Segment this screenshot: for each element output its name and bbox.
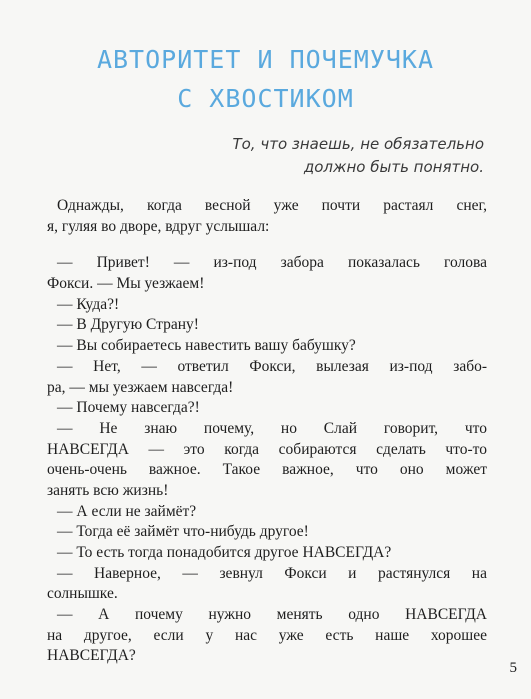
text-line: на другое, если у нас уже есть наше хорошее: [47, 626, 487, 644]
text-line: солнышке.: [47, 585, 118, 603]
text-line: — То есть тогда понадобится другое НАВСЕГДА?: [57, 544, 392, 561]
text-line: — Куда?!: [57, 295, 120, 313]
body-text: [47, 196, 487, 667]
epigraph-line-2: должно быть понятно.: [303, 158, 484, 176]
text-line: очень-очень важное. Такое важное, что оно может: [47, 461, 487, 479]
text-line: — Вы собираетесь навестить вашу бабушку?: [57, 337, 356, 355]
text-line: НАВСЕГДА — это когда собираются сделать что-то: [47, 440, 487, 458]
text-line: — Почему навсегда?!: [57, 399, 200, 417]
text-line: — А если не займёт?: [57, 502, 197, 520]
page-number: 5: [509, 660, 517, 676]
text-line: — В Другую Страну!: [57, 316, 199, 334]
chapter-title-line-1: АВТОРИТЕТ И ПОЧЕМУЧКА: [96, 45, 435, 74]
text-line: — Привет! — из-под забора показалась голова: [57, 254, 487, 272]
text-line: — А почему нужно менять одно НАВСЕГДА: [57, 606, 487, 624]
text-line: я, гуляя во дворе, вдруг услышал:: [47, 217, 270, 235]
text-line: — Нет, — ответил Фокси, вылезая из-под забо-: [57, 357, 487, 375]
text-line: — Не знаю почему, но Слай говорит, что: [57, 419, 487, 437]
chapter-title-line-2: С ХВОСТИКОМ: [177, 84, 354, 113]
text-line: ра, — мы уезжаем навсегда!: [47, 378, 234, 396]
text-line: — Наверное, — зевнул Фокси и растянулся на: [57, 564, 487, 582]
text-line: Однажды, когда весной уже почти растаял снег,: [57, 197, 487, 214]
text-line: — Тогда её займёт что-нибудь другое!: [57, 523, 309, 541]
text-line: занять всю жизнь!: [47, 481, 169, 499]
text-line: НАВСЕГДА?: [47, 647, 136, 665]
epigraph-line-1: То, что знаешь, не обязательно: [232, 135, 484, 153]
text-line: Фокси. — Мы уезжаем!: [47, 275, 205, 293]
